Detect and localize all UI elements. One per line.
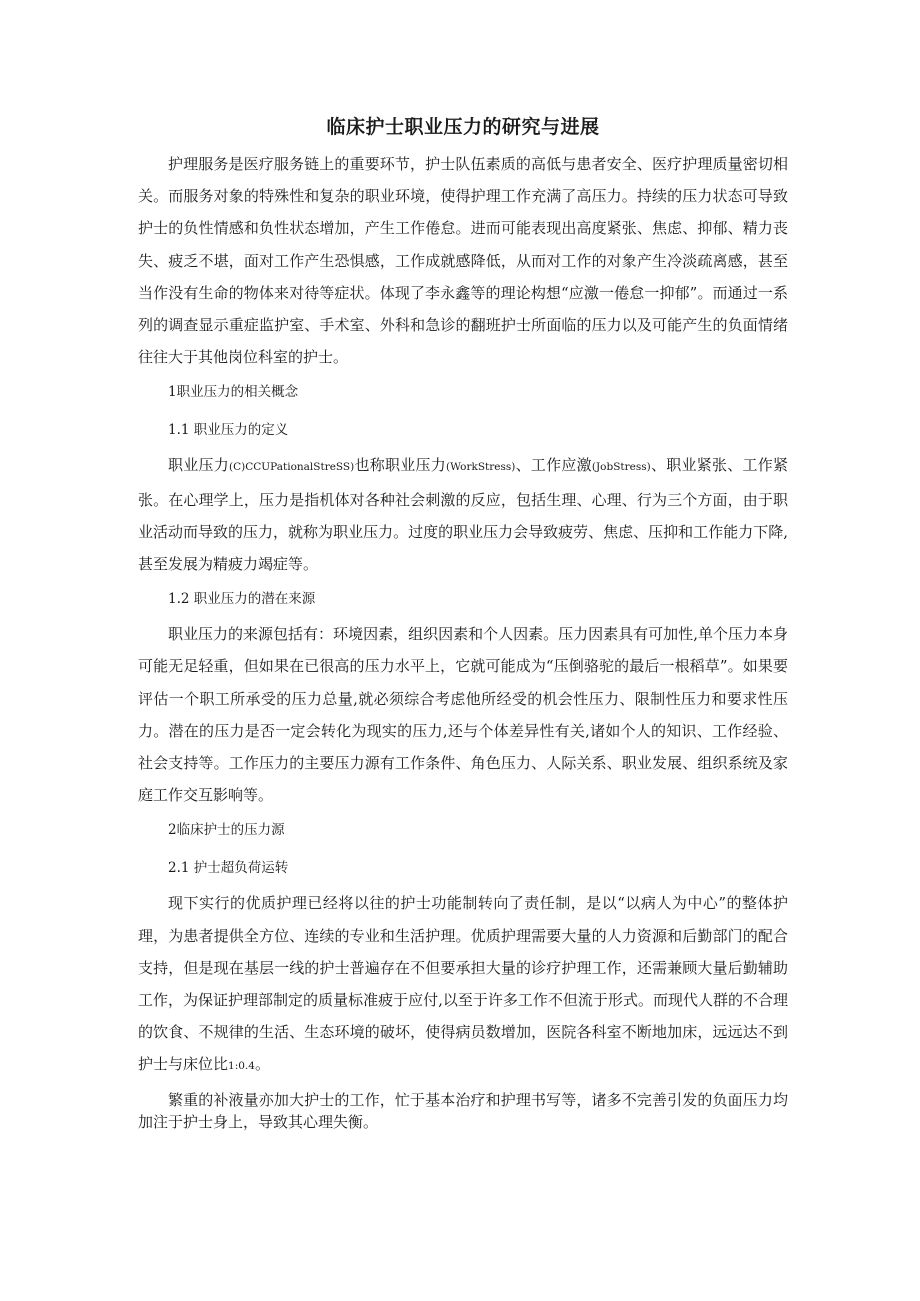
workload-paragraph: 繁重的补液量亦加大护士的工作，忙于基本治疗和护理书写等，诸多不完善引发的负面压力均加注于护士身上，导致其心理失衡。 — [138, 1090, 788, 1131]
intro-paragraph: 护理服务是医疗服务链上的重要环节，护士队伍素质的高低与患者安全、医疗护理质量密切相关。而服务对象的特殊性和复杂的职业环境，使得护理工作充满了高压力。持续的压力状态可导致护士的负性情感和负性状态增加，产生工作倦怠。进而可能表现出高度紧张、焦虑、抑郁、精力丧失、疲乏不堪，面对工作产生恐惧感，工作成就感降低，从而对工作的对象产生冷淡疏离感，甚至当作没有生命的物体来对待等症状。体现了李永鑫等的理论构想“应激一倦怠一抑郁”。而通过一系列的调查显示重症监护室、手术室、外科和急诊的翻班护士所面临的压力以及可能产生的负面情绪往往大于其他岗位科室的护士。 — [138, 155, 788, 367]
section-1-heading: 1职业压力的相关概念 — [168, 384, 299, 401]
definition-text-start: 职业压力 — [168, 456, 229, 475]
section-2-heading: 2临床护士的压力源 — [168, 822, 285, 839]
definition-text-mid1: 也称职业压力 — [354, 456, 446, 475]
document-page — [138, 112, 788, 1133]
section-1-2-heading: 1.2 职业压力的潜在来源 — [168, 591, 316, 608]
overload-text-main: 现下实行的优质护理已经将以往的护士功能制转向了责任制，是以“以病人为中心”的整体护理，为患者提供全方位、连续的专业和生活护理。优质护理需要大量的人力资源和后勤部门的配合支持，但是现在基层一线的护士普遍存在不但要承担大量的诊疗护理工作，还需兼顾大量后勤辅助工作，为保证护理部制定的质量标准疲于应付,以至于许多工作不但流于形式。而现代人群的不合理的饮食、不规律的生活、生态环境的破坏，使得病员数增加，医院各科室不断地加床，远远达不到护士与床位比 — [138, 894, 788, 1074]
document-title: 临床护士职业压力的研究与进展 — [326, 116, 600, 138]
definition-text-end: 、职业紧张、工作紧张。在心理学上，压力是指机体对各种社会刺激的反应，包括生理、心理、行为三个方面，由于职业活动而导致的压力，就称为职业压力。过度的职业压力会导致疲劳、焦虑、压抑和工作能力下降,甚至发展为精疲力竭症等。 — [138, 456, 788, 574]
section-1-1-heading: 1.1 职业压力的定义 — [168, 422, 289, 439]
definition-paragraph — [138, 449, 788, 580]
nurse-bed-ratio: 1:0.4 — [228, 1060, 255, 1073]
overload-text-end: 。 — [254, 1055, 270, 1074]
overload-paragraph — [138, 887, 788, 1082]
term-job-stress: (JobStress) — [591, 461, 651, 474]
definition-text-mid2: 、工作应激 — [515, 456, 592, 475]
section-2-1-heading: 2.1 护士超负荷运转 — [168, 860, 289, 877]
term-occupational-stress: (C)CCUPationalStreSS) — [229, 461, 355, 474]
term-work-stress: (WorkStress) — [445, 461, 516, 474]
sources-paragraph: 职业压力的来源包括有：环境因素，组织因素和个人因素。压力因素具有可加性,单个压力本身可能无足轻重，但如果在已很高的压力水平上，它就可能成为“压倒骆驼的最后一根稻草”。如果要评估一个职工所承受的压力总量,就必须综合考虑他所经受的机会性压力、限制性压力和要求性压力。潜在的压力是否一定会转化为现实的压力,还与个体差异性有关,诸如个人的知识、工作经验、社会支持等。工作压力的主要压力源有工作条件、角色压力、人际关系、职业发展、组织系统及家庭工作交互影响等。 — [138, 625, 788, 805]
